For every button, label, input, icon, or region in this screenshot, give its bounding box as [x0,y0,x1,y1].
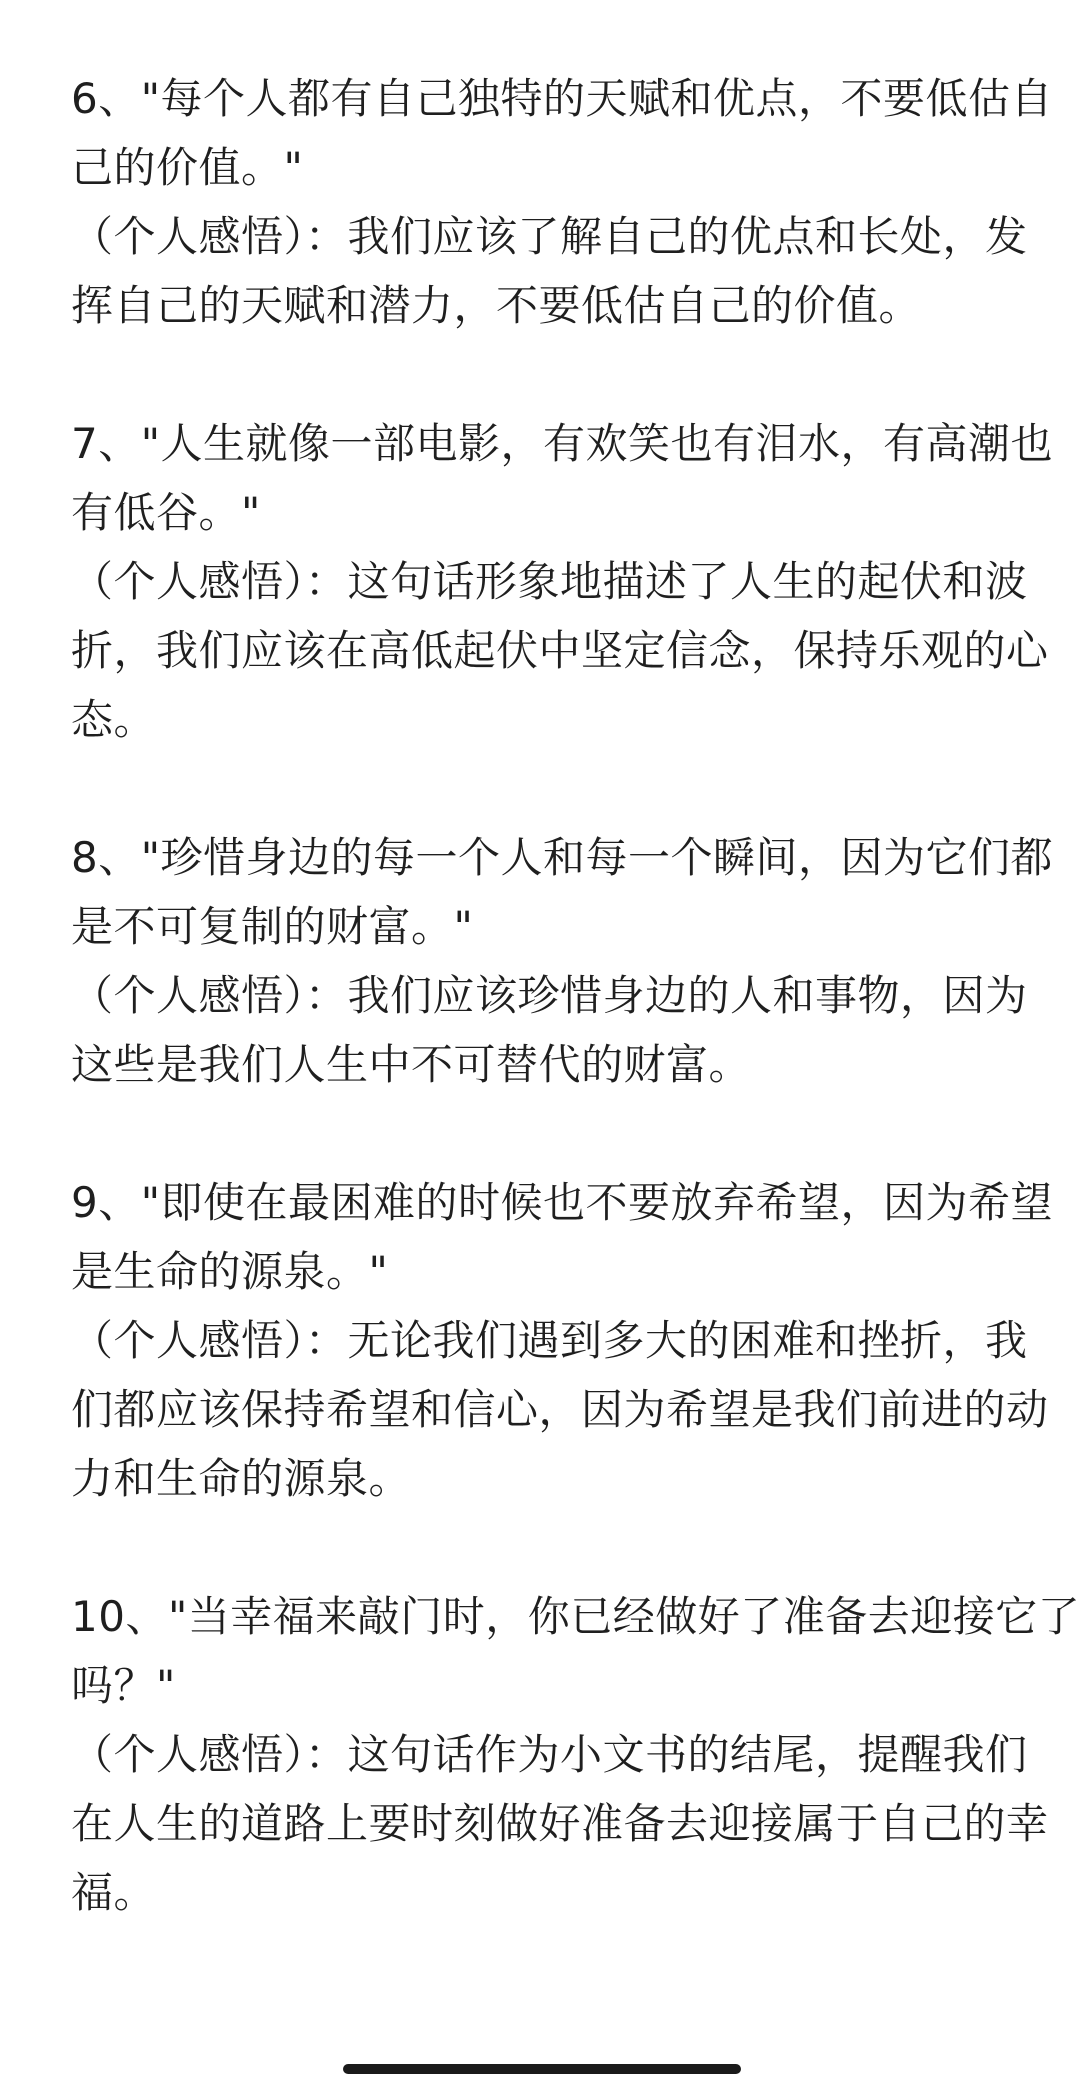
quote-line: 有低谷。" [71,488,261,537]
quote-line: 7、"人生就像一部电影，有欢笑也有泪水，有高潮也 [71,419,1054,468]
reflection-line: （个人感悟）：这句话形象地描述了人生的起伏和波 [71,557,1028,606]
paragraph-gap [71,1099,1021,1168]
reflection-line: 态。 [71,695,157,744]
quote-line: 吗？" [71,1661,176,1710]
article-body [71,64,1080,1927]
entry-7 [71,409,1054,754]
entry-6 [71,64,1054,340]
reflection-line: （个人感悟）：我们应该了解自己的优点和长处，发 [71,212,1028,261]
quote-line: 是不可复制的财富。" [71,902,474,951]
entry-9 [71,1168,1054,1513]
quote-line: 9、"即使在最困难的时候也不要放弃希望，因为希望 [71,1178,1054,1227]
reflection-line: 挥自己的天赋和潜力，不要低估自己的价值。 [71,281,922,330]
quote-line: 10、"当幸福来敲门时，你已经做好了准备去迎接它了 [71,1592,1080,1641]
reflection-line: 在人生的道路上要时刻做好准备去迎接属于自己的幸 [71,1799,1049,1848]
quote-line: 是生命的源泉。" [71,1247,389,1296]
home-indicator-bar[interactable] [343,2064,741,2074]
paragraph-gap [71,1513,1021,1582]
reflection-line: 折，我们应该在高低起伏中坚定信念，保持乐观的心 [71,626,1049,675]
quote-line: 8、"珍惜身边的每一个人和每一个瞬间，因为它们都 [71,833,1054,882]
reflection-line: （个人感悟）：无论我们遇到多大的困难和挫折，我 [71,1316,1028,1365]
quote-line: 6、"每个人都有自己独特的天赋和优点，不要低估自 [71,74,1054,123]
reflection-line: 福。 [71,1868,157,1917]
paragraph-gap [71,340,1021,409]
entry-8 [71,823,1054,1099]
reflection-line: 们都应该保持希望和信心，因为希望是我们前进的动 [71,1385,1049,1434]
reflection-line: （个人感悟）：我们应该珍惜身边的人和事物，因为 [71,971,1028,1020]
paragraph-gap [71,754,1021,823]
reflection-line: 力和生命的源泉。 [71,1454,412,1503]
reflection-line: 这些是我们人生中不可替代的财富。 [71,1040,752,1089]
entry-10 [71,1582,1080,1927]
reflection-line: （个人感悟）：这句话作为小文书的结尾，提醒我们 [71,1730,1028,1779]
quote-line: 己的价值。" [71,143,304,192]
